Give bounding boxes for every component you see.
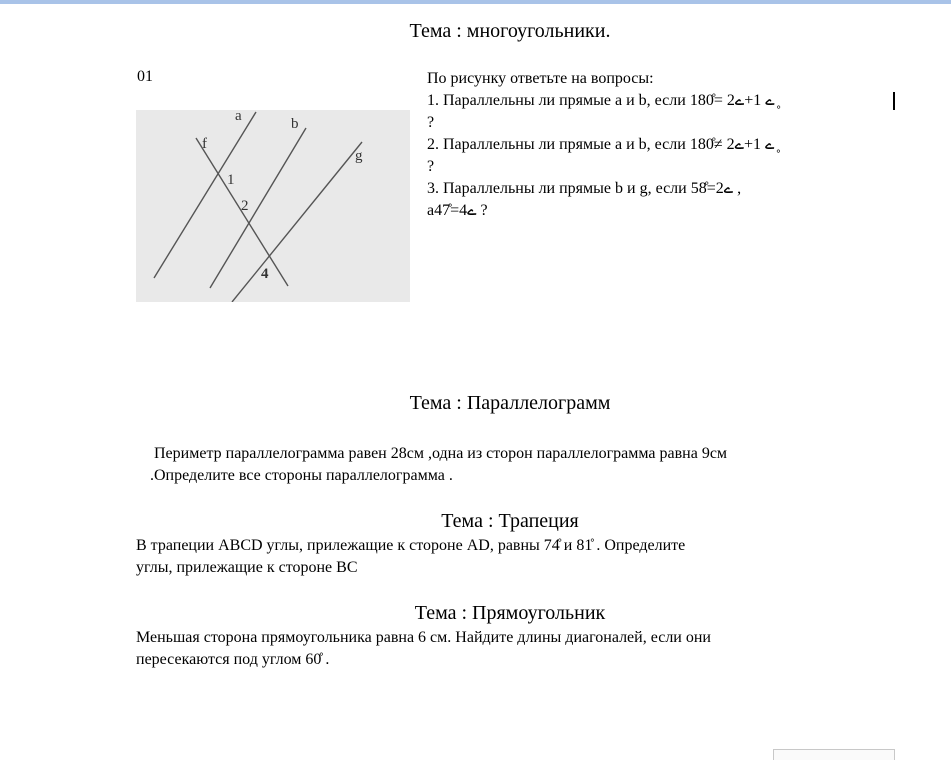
questions-intro: По рисунку ответьте на вопросы: [427, 70, 654, 87]
parallel-lines-figure [136, 110, 410, 302]
label-f: f [202, 136, 207, 152]
label-g: g [355, 148, 363, 164]
question-3-continued: aے4=47̊ ? [427, 202, 488, 219]
label-angle-4: 4 [261, 266, 269, 282]
document-page [0, 4, 951, 757]
parallel-lines-diagram [136, 110, 410, 302]
question-1-mark: ? [427, 114, 435, 131]
line-g [232, 142, 362, 302]
section-rectangle-title: Тема : Прямоугольник [414, 602, 606, 624]
section-polygons-title: Тема : многоугольники. [409, 20, 611, 42]
trapezoid-task-line-1: В трапеции ABCD углы, прилежащие к стороне AD, равны 74̊ и 81̊ . Определите [136, 537, 686, 554]
rectangle-task-line-1: Меньшая сторона прямоугольника равна 6 см. Найдите длины диагоналей, если они [136, 629, 711, 646]
question-2-mark: ? [427, 158, 435, 175]
task-number: 01 [137, 68, 153, 85]
label-angle-1: 1 [227, 172, 235, 188]
label-angle-2: 2 [241, 198, 249, 214]
question-3: 3. Параллельны ли прямые b и g, если ے2=58̊ , [427, 180, 742, 197]
label-b: b [291, 116, 299, 132]
text-cursor [893, 92, 895, 110]
parallelogram-task-line-1: Периметр параллелограмма равен 28см ,одна из сторон параллелограмма равна 9см [154, 445, 728, 462]
section-parallelogram-title: Тема : Параллелограмм [409, 392, 611, 414]
question-1: 1. Параллельны ли прямые a и b, если ے 1+ے2 =180̊ ̥ [427, 92, 779, 109]
line-b [210, 128, 306, 288]
parallelogram-task-line-2: .Определите все стороны параллелограмма . [150, 467, 453, 484]
question-2: 2. Параллельны ли прямые a и b, если ے 1+ے2 ≠180̊ ̥ [427, 136, 779, 153]
status-corner-box [773, 749, 895, 760]
label-a: a [235, 110, 242, 124]
trapezoid-task-line-2: углы, прилежащие к стороне BC [136, 559, 358, 576]
questions-block [427, 68, 897, 222]
rectangle-task-line-2: пересекаются под углом 60̊ . [136, 651, 330, 668]
section-trapezoid-title: Тема : Трапеция [441, 510, 579, 532]
